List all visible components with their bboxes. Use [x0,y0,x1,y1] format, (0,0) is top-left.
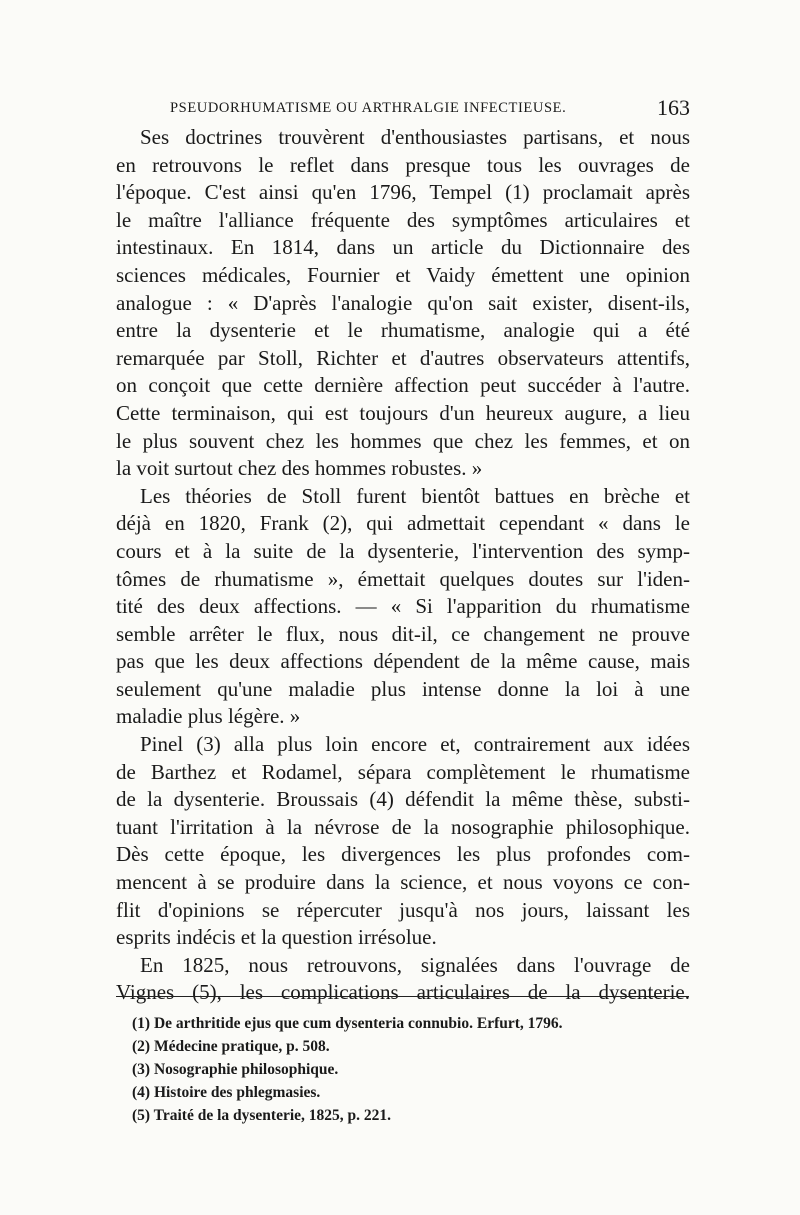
text-line: Vignes (5), les complications articulaires de la dysenterie. [116,980,690,1005]
text-line: En 1825, nous retrouvons, signalées dans l'ouvrage de [140,952,690,977]
text-line: flit d'opinions se répercuter jusqu'à nos jours, laissant les [116,897,690,922]
footnote: (2) Médecine pratique, p. 508. [132,1038,330,1055]
text-line: mencent à se produire dans la science, et nous voyons ce con- [116,870,690,895]
text-line: l'époque. C'est ainsi qu'en 1796, Tempel (1) proclamait après [116,180,690,205]
page-number: 163 [657,95,690,120]
text-line: semble arrêter le flux, nous dit-il, ce changement ne prouve [116,621,690,646]
text-line: seulement qu'une maladie plus intense donne la loi à une [116,676,690,701]
text-line: de Barthez et Rodamel, sépara complètement le rhumatisme [116,759,690,784]
footnote: (5) Traité de la dysenterie, 1825, p. 221. [132,1107,392,1124]
text-line: remarquée par Stoll, Richter et d'autres observateurs attentifs, [116,345,690,370]
text-line: cours et à la suite de la dysenterie, l'intervention des symp- [116,538,690,563]
footnote: (1) De arthritide ejus que cum dysenteria connubio. Erfurt, 1796. [132,1015,563,1032]
footnote-separator [116,996,689,997]
text-line: pas que les deux affections dépendent de la même cause, mais [116,649,690,674]
text-line: analogue : « D'après l'analogie qu'on sait exister, disent-ils, [116,290,690,315]
running-title: PSEUDORHUMATISME OU ARTHRALGIE INFECTIEUSE. [170,100,567,116]
text-line: Ses doctrines trouvèrent d'enthousiastes partisans, et nous [140,125,690,149]
body-text [116,124,690,1007]
text-line: tuant l'irritation à la névrose de la nosographie philosophique. [116,814,690,839]
text-line: intestinaux. En 1814, dans un article du Dictionnaire des [116,235,690,260]
text-line: le plus souvent chez les hommes que chez les femmes, et on [116,428,690,453]
text-line: on conçoit que cette dernière affection peut succéder à l'autre. [116,373,690,398]
footnote: (4) Histoire des phlegmasies. [132,1084,321,1101]
text-line: le maître l'alliance fréquente des symptômes articulaires et [116,207,690,232]
text-line: déjà en 1820, Frank (2), qui admettait cependant « dans le [116,511,690,536]
text-line: sciences médicales, Fournier et Vaidy émettent une opinion [116,262,690,287]
text-line: Les théories de Stoll furent bientôt battues en brèche et [140,483,690,508]
text-line: tômes de rhumatisme », émettait quelques doutes sur l'iden- [116,566,690,591]
text-line: esprits indécis et la question irrésolue. [116,925,437,950]
text-line: Pinel (3) alla plus loin encore et, contrairement aux idées [140,732,690,757]
text-line: en retrouvons le reflet dans presque tous les ouvrages de [116,152,690,177]
text-line: maladie plus légère. » [116,704,301,729]
text-line: Cette terminaison, qui est toujours d'un heureux augure, a lieu [116,400,690,425]
text-line: entre la dysenterie et le rhumatisme, analogie qui a été [116,318,690,343]
text-line: de la dysenterie. Broussais (4) défendit la même thèse, substi- [116,787,690,812]
running-head [170,97,690,119]
text-line: tité des deux affections. — « Si l'apparition du rhumatisme [116,594,690,619]
footnote: (3) Nosographie philosophique. [132,1061,339,1078]
footnotes [132,1012,692,1127]
text-line: la voit surtout chez des hommes robustes. » [116,456,483,481]
text-line: Dès cette époque, les divergences les plus profondes com- [116,842,690,867]
